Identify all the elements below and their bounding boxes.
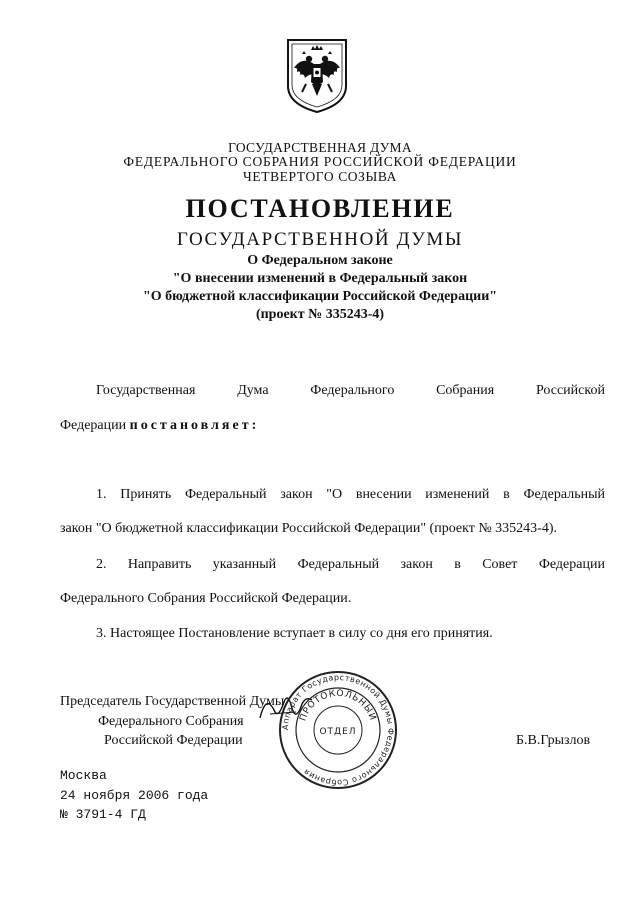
word: в	[503, 487, 510, 502]
word: Совет	[482, 557, 518, 572]
word: Направить	[127, 557, 192, 572]
signatory-name: Б.В.Грызлов	[516, 733, 591, 748]
document-issuer-heading: ГОСУДАРСТВЕННОЙ ДУМЫ	[176, 229, 464, 250]
official-stamp	[276, 668, 400, 792]
word: Дума	[237, 383, 269, 398]
org-name-line-1: ГОСУДАРСТВЕННАЯ ДУМА	[228, 140, 412, 155]
word: 2.	[96, 557, 107, 572]
word: Федеральный	[523, 487, 605, 502]
item-1-line-2: закон "О бюджетной классификации Российской Федерации" (проект № 335243-4).	[60, 521, 557, 536]
word: Федеральный	[184, 487, 267, 502]
convocation-line: ЧЕТВЕРТОГО СОЗЫВА	[243, 169, 397, 184]
preamble-line-1	[96, 383, 605, 399]
item-1-line-1	[96, 487, 605, 503]
signatory-title-line-2: Федерального Собрания	[98, 714, 244, 729]
word: Федерального	[310, 383, 395, 398]
signatory-title-line-3: Российской Федерации	[104, 733, 243, 748]
item-3-line: 3. Настоящее Постановление вступает в силу со дня его принятия.	[96, 626, 493, 641]
word: внесении	[355, 487, 412, 502]
stamp-outer-text: Аппарат Государственной Думы Федерального Собрания	[280, 672, 396, 788]
word: в	[454, 557, 461, 572]
item-2-line-1	[96, 557, 605, 573]
subject-line: "О бюджетной классификации Российской Федерации"	[142, 289, 498, 304]
word: Федеральный	[297, 557, 380, 572]
word: 1.	[96, 487, 107, 502]
resolves-keyword: постановляет:	[129, 418, 260, 433]
word: изменений	[425, 487, 490, 502]
preamble-prefix: Федерации	[60, 418, 130, 433]
signatory-title-line-1: Председатель Государственной Думы	[60, 694, 285, 709]
subject-line: "О внесении изменений в Федеральный закон	[172, 271, 468, 286]
subject-line: О Федеральном законе	[247, 253, 393, 268]
word: закон	[280, 487, 313, 502]
word: Государственная	[96, 383, 196, 398]
org-name-line-2: ФЕДЕРАЛЬНОГО СОБРАНИЯ РОССИЙСКОЙ ФЕДЕРАЦИИ	[123, 154, 517, 169]
word: Российской	[535, 383, 605, 398]
preamble-line-2	[60, 418, 605, 434]
place: Москва	[60, 768, 107, 783]
word: закон	[400, 557, 433, 572]
word: "О	[326, 487, 343, 502]
word: указанный	[212, 557, 277, 572]
stamp-center-text: ОТДЕЛ	[319, 727, 357, 737]
word: Принять	[120, 487, 172, 502]
resolution-number: № 3791-4 ГД	[60, 807, 146, 822]
stamp-inner-text: ПРОТОКОЛЬНЫЙ	[298, 688, 378, 723]
document-type-heading: ПОСТАНОВЛЕНИЕ	[185, 194, 455, 223]
word: Федерации	[538, 557, 605, 572]
item-2-line-2: Федерального Собрания Российской Федерации.	[60, 591, 352, 606]
draft-number-line: (проект № 335243-4)	[255, 307, 385, 322]
adoption-date: 24 ноября 2006 года	[60, 788, 209, 803]
word: Собрания	[436, 383, 495, 398]
coat-of-arms-icon	[284, 34, 350, 114]
